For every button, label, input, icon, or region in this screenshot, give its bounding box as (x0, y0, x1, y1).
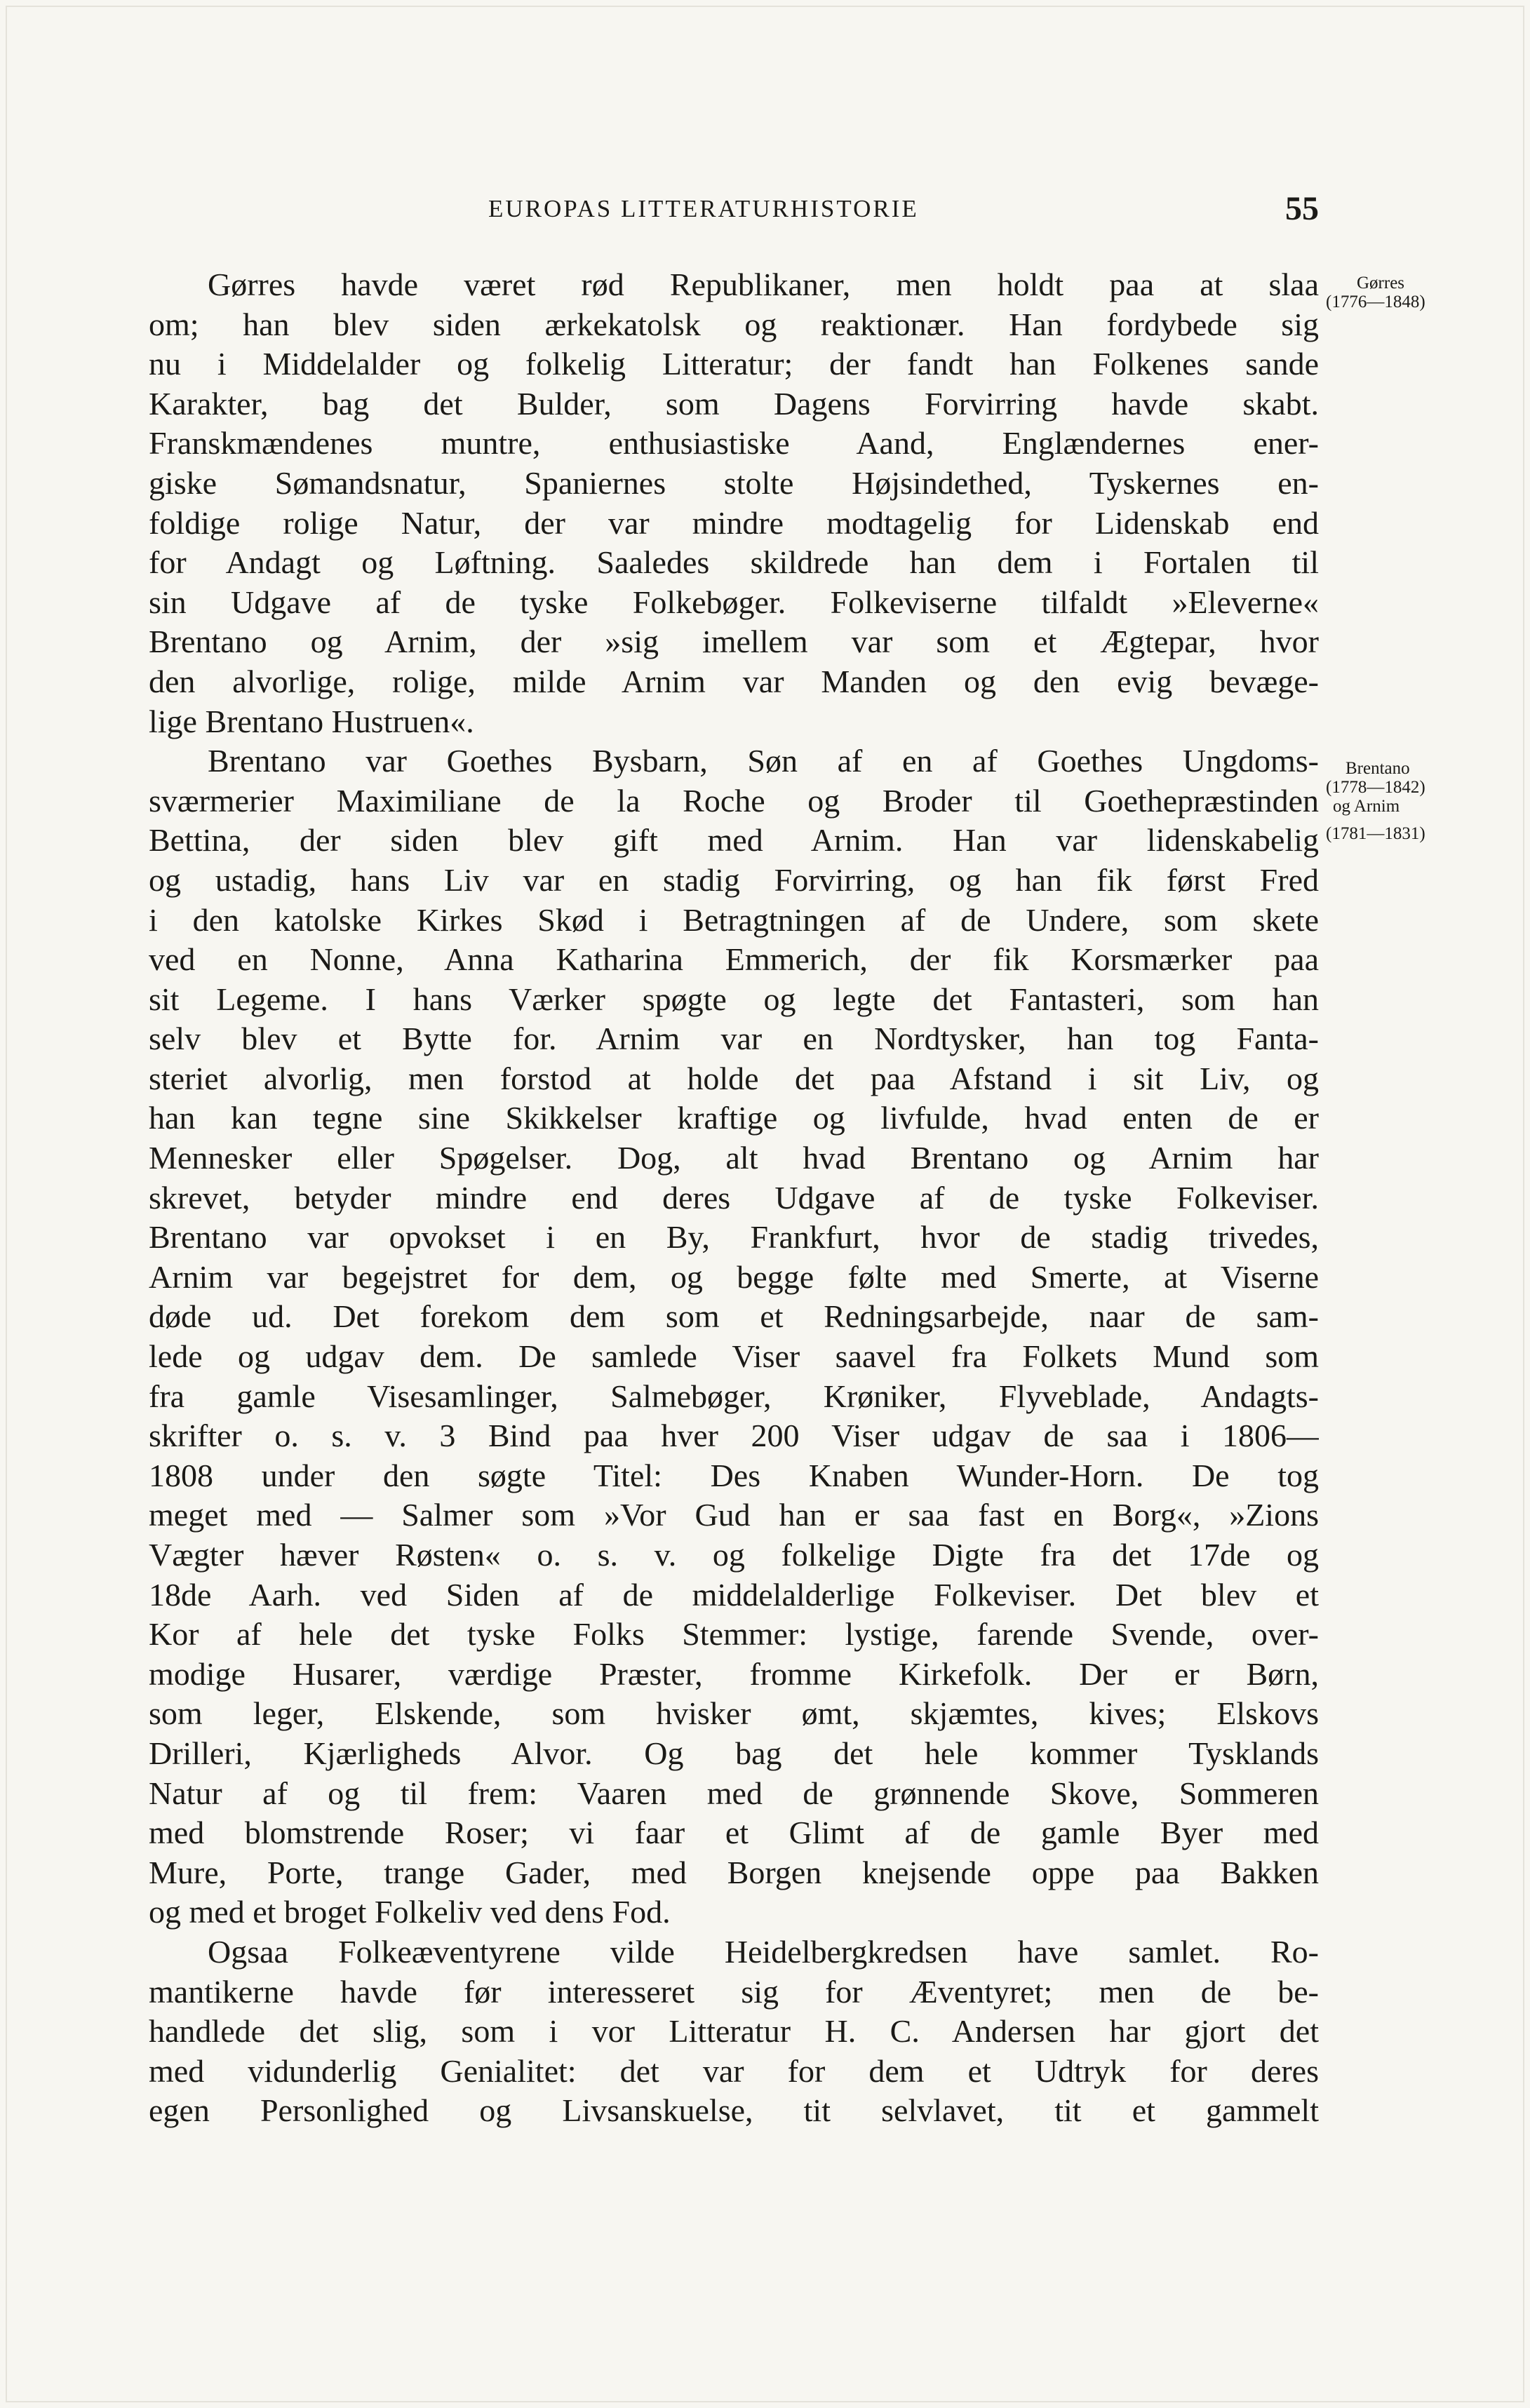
text-line: Mure, Porte, trange Gader, med Borgen knejsende oppe paa Bakken (149, 1854, 1319, 1890)
text-line: med blomstrende Roser; vi faar et Glimt af de gamle Byer med (149, 1815, 1319, 1851)
running-title: EUROPAS LITTERATURHISTORIE (488, 195, 919, 222)
text-line: lede og udgav dem. De samlede Viser saavel fra Folkets Mund som (149, 1338, 1319, 1375)
margin-note-name: Gørres (1357, 274, 1405, 292)
text-line: sin Udgave af de tyske Folkebøger. Folkeviserne tilfaldt »Eleverne« (149, 584, 1319, 620)
text-line: Ogsaa Folkeæventyrene vilde Heidelbergkredsen have samlet. Ro- (208, 1933, 1319, 1970)
text-line: handlede det slig, som i vor Litteratur H. C. Andersen har gjort det (149, 2013, 1319, 2050)
text-line: Gørres havde været rød Republikaner, men holdt paa at slaa (208, 267, 1319, 302)
text-line: og ustadig, hans Liv var en stadig Forvirring, og han fik først Fred (149, 861, 1319, 898)
text-line: med vidunderlig Genialitet: det var for dem et Udtryk for deres (149, 2052, 1319, 2089)
text-line: Franskmændenes muntre, enthusiastiske Aand, Englændernes ener- (149, 425, 1319, 462)
text-line: Kor af hele det tyske Folks Stemmer: lystige, farende Svende, over- (149, 1616, 1319, 1653)
text-line: den alvorlige, rolige, milde Arnim var Manden og den evig bevæge- (149, 663, 1319, 699)
text-line: i den katolske Kirkes Skød i Betragtningen af de Undere, som skete (149, 901, 1319, 938)
text-line: Karakter, bag det Bulder, som Dagens Forvirring havde skabt. (149, 385, 1319, 422)
text-line: ved en Nonne, Anna Katharina Emmerich, der fik Korsmærker paa (149, 941, 1319, 978)
text-line: Brentano var opvokset i en By, Frankfurt, hvor de stadig trivedes, (149, 1219, 1319, 1256)
text-line: for Andagt og Løftning. Saaledes skildrede han dem i Fortalen til (149, 544, 1319, 581)
page-header (149, 189, 1319, 238)
text-line: Brentano og Arnim, der »sig imellem var som et Ægtepar, hvor (149, 624, 1319, 660)
text-line: som leger, Elskende, som hvisker ømt, skjæmtes, kives; Elskovs (149, 1695, 1319, 1732)
text-line: 18de Aarh. ved Siden af de middelalderlige Folkeviser. Det blev et (149, 1576, 1319, 1613)
text-line: mantikerne havde før interesseret sig for Æventyret; men de be- (149, 1973, 1319, 2010)
text-line: Natur af og til frem: Vaaren med de grønnende Skove, Sommeren (149, 1775, 1319, 1811)
text-line: steriet alvorlig, men forstod at holde det paa Afstand i sit Liv, og (149, 1060, 1319, 1096)
margin-note-gorres (1326, 274, 1425, 311)
text-line: om; han blev siden ærkekatolsk og reaktionær. Han fordybede sig (149, 306, 1319, 342)
text-line: lige Brentano Hustruen«. (149, 703, 474, 739)
text-line: døde ud. Det forekom dem som et Redningsarbejde, naar de sam- (149, 1298, 1319, 1335)
text-line: egen Personlighed og Livsanskuelse, tit selvlavet, tit et gammelt (149, 2092, 1319, 2129)
text-line: nu i Middelalder og folkelig Litteratur; der fandt han Folkenes sande (149, 346, 1319, 382)
text-line: 1808 under den søgte Titel: Des Knaben Wunder-Horn. De tog (149, 1457, 1319, 1493)
text-line: modige Husarer, værdige Præster, fromme Kirkefolk. Der er Børn, (149, 1655, 1319, 1692)
text-line: Vægter hæver Røsten« o. s. v. og folkelige Digte fra det 17de og (149, 1537, 1319, 1573)
page-number: 55 (1285, 190, 1319, 227)
text-line: og med et broget Folkeliv ved dens Fod. (149, 1894, 671, 1930)
text-line: fra gamle Visesamlinger, Salmebøger, Krøniker, Flyveblade, Andagts- (149, 1378, 1319, 1414)
text-line: sværmerier Maximiliane de la Roche og Broder til Goethepræstinden (149, 782, 1319, 819)
text-line: Drilleri, Kjærligheds Alvor. Og bag det hele kommer Tysklands (149, 1735, 1319, 1771)
paragraph (149, 265, 1319, 741)
margin-note-years: (1778—1842) (1326, 778, 1425, 797)
text-line: meget med — Salmer som »Vor Gud han er saa fast en Borg«, »Zions (149, 1497, 1319, 1533)
text-line: foldige rolige Natur, der var mindre modtagelig for Lidenskab end (149, 504, 1319, 541)
text-line: sit Legeme. I hans Værker spøgte og legte det Fantasteri, som han (149, 981, 1319, 1017)
margin-note-years: (1776—1848) (1326, 292, 1425, 311)
margin-note-name: og Arnim (1333, 797, 1400, 816)
text-line: han kan tegne sine Skikkelser kraftige og livfulde, hvad enten de er (149, 1100, 1319, 1136)
text-line: Mennesker eller Spøgelser. Dog, alt hvad Brentano og Arnim har (149, 1140, 1319, 1176)
margin-note-years: (1781—1831) (1326, 824, 1425, 843)
text-line: Bettina, der siden blev gift med Arnim. Han var lidenskabelig (149, 822, 1319, 859)
text-line: giske Sømandsnatur, Spaniernes stolte Højsindethed, Tyskernes en- (149, 464, 1319, 501)
text-line: skrevet, betyder mindre end deres Udgave af de tyske Folkeviser. (149, 1179, 1319, 1216)
text-line: Arnim var begejstret for dem, og begge følte med Smerte, at Viserne (149, 1258, 1319, 1295)
margin-note-brentano-arnim (1326, 759, 1425, 843)
text-line: selv blev et Bytte for. Arnim var en Nordtysker, han tog Fanta- (149, 1021, 1319, 1057)
text-line: skrifter o. s. v. 3 Bind paa hver 200 Viser udgav de saa i 1806— (149, 1418, 1319, 1454)
paragraph (149, 1932, 1319, 2131)
margin-note-name: Brentano (1346, 759, 1410, 778)
paragraph (149, 741, 1319, 1932)
text-line: Brentano var Goethes Bysbarn, Søn af en af Goethes Ungdoms- (208, 743, 1319, 779)
body-text (149, 265, 1319, 2131)
